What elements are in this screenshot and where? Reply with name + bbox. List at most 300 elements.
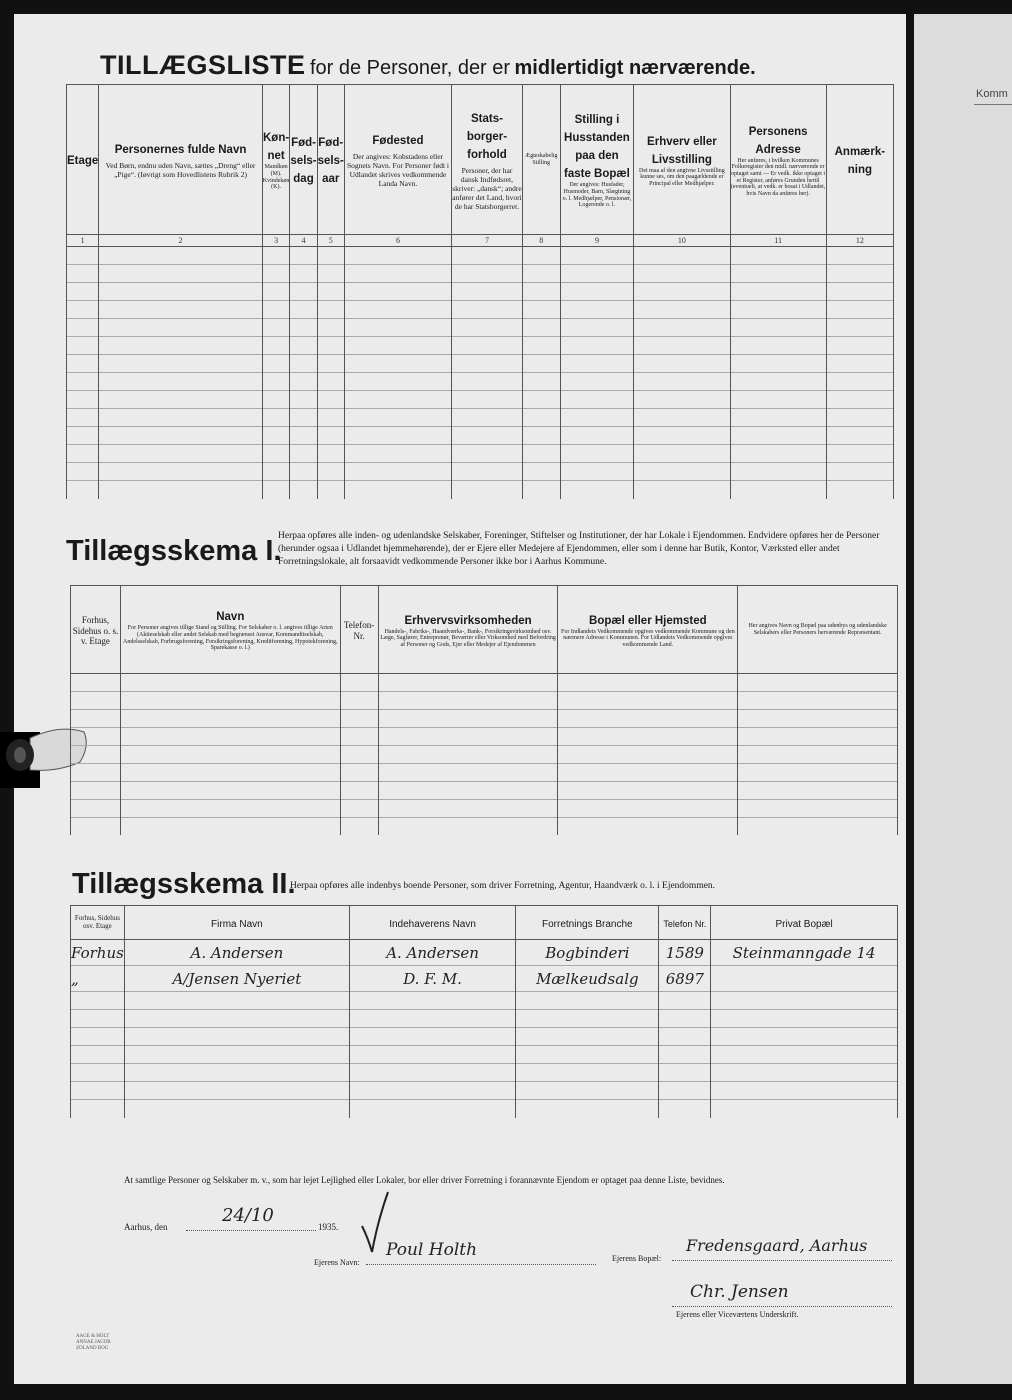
cell-bopael bbox=[711, 966, 898, 992]
table-cell bbox=[317, 445, 344, 463]
table-cell bbox=[560, 337, 634, 355]
table-cell bbox=[99, 463, 262, 481]
table-cell bbox=[67, 283, 99, 301]
table-cell bbox=[99, 337, 262, 355]
table-cell bbox=[452, 301, 523, 319]
table-cell bbox=[659, 1010, 711, 1028]
t1-empty-rows bbox=[67, 247, 894, 499]
table-cell bbox=[522, 445, 560, 463]
table-cell bbox=[340, 692, 378, 710]
table-cell bbox=[659, 1046, 711, 1064]
table-cell bbox=[344, 463, 451, 481]
main-title bbox=[100, 50, 756, 81]
table-cell bbox=[522, 409, 560, 427]
table-cell bbox=[738, 818, 898, 836]
table-cell bbox=[290, 337, 317, 355]
table-cell bbox=[262, 481, 290, 499]
table-cell bbox=[522, 247, 560, 265]
section-2-description: Herpaa opføres alle indenbys boende Personer, som driver Forretning, Agentur, Haandværk o. l. i Ejendommen. bbox=[290, 881, 716, 891]
table-cell bbox=[317, 319, 344, 337]
table-cell bbox=[452, 409, 523, 427]
table-cell bbox=[344, 481, 451, 499]
table-cell bbox=[290, 409, 317, 427]
table-cell bbox=[67, 481, 99, 499]
table-cell bbox=[560, 391, 634, 409]
t1-col-adresse: Personens Adresse Her anføres, i hvilken Kommunes Folkeregister den midl. nærværende er optaget samt — Er vedk. ikke optaget i et Register, anføres Grunden hertil (eventuelt, at vedk. er bosat i Udlandet, hvis Navn da anføres her). bbox=[730, 85, 826, 235]
table-cell bbox=[99, 355, 262, 373]
t1-col-stilling: Stilling i Husstanden paa den faste Bopæl Der angives: Husfader, Husmoder, Barn, Slægtning o. l. Medhjælper, Pensionær, Logerende o. l. bbox=[560, 85, 634, 235]
table-cell bbox=[124, 992, 349, 1010]
table-cell bbox=[711, 1028, 898, 1046]
table-cell bbox=[730, 337, 826, 355]
table-cell bbox=[262, 409, 290, 427]
cell-firma: A. Andersen bbox=[124, 940, 349, 966]
table-cell bbox=[349, 1046, 515, 1064]
table-cell bbox=[290, 265, 317, 283]
attestation-text: At samtlige Personer og Selskaber m. v., som har lejet Lejlighed eller Lokaler, bor eller driver Forretning i forannævnte Ejendom er optaget paa denne Liste, bevidnes. bbox=[124, 1175, 725, 1185]
table-cell bbox=[120, 818, 340, 836]
cell-etage: Forhus bbox=[71, 940, 125, 966]
signature-date: 24/10 bbox=[222, 1205, 274, 1226]
table-cell bbox=[344, 373, 451, 391]
table-row bbox=[67, 355, 894, 373]
table-row bbox=[71, 1100, 898, 1118]
table-row bbox=[67, 445, 894, 463]
table-cell bbox=[317, 463, 344, 481]
table-cell bbox=[730, 445, 826, 463]
table-cell bbox=[71, 1064, 125, 1082]
table-cell bbox=[344, 301, 451, 319]
table-cell bbox=[452, 265, 523, 283]
table-cell bbox=[262, 283, 290, 301]
table-cell bbox=[344, 427, 451, 445]
table-cell bbox=[730, 391, 826, 409]
t1-col-koen: Køn-net Mandkøn (M). Kvindekøn (K). bbox=[262, 85, 290, 235]
section-2-title: Tillægsskema II. bbox=[72, 868, 296, 900]
table-cell bbox=[317, 355, 344, 373]
table-cell bbox=[67, 355, 99, 373]
table-cell bbox=[558, 800, 738, 818]
table-cell bbox=[262, 337, 290, 355]
table-cell bbox=[340, 746, 378, 764]
table-cell bbox=[290, 301, 317, 319]
table-cell bbox=[730, 301, 826, 319]
table-cell bbox=[560, 427, 634, 445]
table-cell bbox=[659, 1064, 711, 1082]
table-cell bbox=[124, 1082, 349, 1100]
table-cell bbox=[99, 247, 262, 265]
table-cell bbox=[558, 710, 738, 728]
table-cell bbox=[730, 247, 826, 265]
table-cell bbox=[344, 247, 451, 265]
table-cell bbox=[67, 337, 99, 355]
table-cell bbox=[634, 481, 730, 499]
table-cell bbox=[340, 800, 378, 818]
table-cell bbox=[340, 674, 378, 692]
table-cell bbox=[344, 319, 451, 337]
t1-col-anmaerkning: Anmærk-ning bbox=[826, 85, 893, 235]
table-cell bbox=[560, 247, 634, 265]
table-cell bbox=[378, 746, 558, 764]
table-cell bbox=[452, 391, 523, 409]
table-cell bbox=[522, 301, 560, 319]
table-cell bbox=[71, 818, 121, 836]
table-cell bbox=[738, 800, 898, 818]
table-row bbox=[67, 427, 894, 445]
table-cell bbox=[120, 800, 340, 818]
cell-bopael: Steinmanngade 14 bbox=[711, 940, 898, 966]
table-cell bbox=[711, 1046, 898, 1064]
cell-etage: „ bbox=[71, 966, 125, 992]
table-cell bbox=[124, 1010, 349, 1028]
table-cell bbox=[290, 481, 317, 499]
table-cell bbox=[516, 1082, 659, 1100]
table-cell bbox=[349, 1064, 515, 1082]
table-cell bbox=[558, 674, 738, 692]
t2-col-bopael: Bopæl eller Hjemsted For Indlandets Vedkommende opgives vedkommende Kommune og den nærmere Adresse i Kommunen. For Udlandets Vedkommende opgives vedkommende Land. bbox=[558, 586, 738, 674]
table-cell bbox=[711, 1064, 898, 1082]
underskrift-value: Chr. Jensen bbox=[690, 1282, 789, 1302]
table-cell bbox=[344, 283, 451, 301]
table-cell bbox=[262, 373, 290, 391]
table-cell bbox=[522, 337, 560, 355]
table-cell bbox=[730, 283, 826, 301]
t2-col-navn: Navn For Personer angives tillige Stand og Stilling. For Selskaber o. l. angives tillige Arten (Aktieselskab eller andet Selskab med begrænset Ansvar, Kommanditselskab, Andelsselskab, Forbrugsforening, Forsikringsforening, Kreditforening, Hypotekforening, Sparekasse o. l.) bbox=[120, 586, 340, 674]
t2-col-erhverv: Erhvervsvirksomheden Handels-, Fabriks-, Haandværks-, Bank-, Forsikringsvirksomhed osv. Læge, Sagfører, Entreprenør, Beværter eller Virksomhed med Befordring af Personer og Gods, Ejer eller Medejer af Ejendommen bbox=[378, 586, 558, 674]
table-row bbox=[71, 692, 898, 710]
table-cell bbox=[711, 1082, 898, 1100]
table-cell bbox=[452, 463, 523, 481]
table-cell bbox=[516, 1100, 659, 1118]
table-cell bbox=[262, 391, 290, 409]
table-cell bbox=[634, 391, 730, 409]
table-cell bbox=[730, 373, 826, 391]
t1-col-foedselsaar: Fød-sels-aar bbox=[317, 85, 344, 235]
table-row bbox=[67, 319, 894, 337]
table-cell bbox=[124, 1046, 349, 1064]
table-cell bbox=[340, 764, 378, 782]
table-row bbox=[67, 481, 894, 499]
table-row bbox=[71, 1010, 898, 1028]
table-cell bbox=[452, 319, 523, 337]
t1-col-navn: Personernes fulde Navn Ved Børn, endnu uden Navn, sættes „Dreng“ eller „Pige“. (Iøvrigt som Hovedlistens Rubrik 2) bbox=[99, 85, 262, 235]
table-cell bbox=[262, 265, 290, 283]
table-cell bbox=[522, 319, 560, 337]
table-cell bbox=[124, 1064, 349, 1082]
table-cell bbox=[120, 782, 340, 800]
table-cell bbox=[99, 427, 262, 445]
table-cell bbox=[826, 283, 893, 301]
table-cell bbox=[826, 481, 893, 499]
table-cell bbox=[71, 710, 121, 728]
table-cell bbox=[99, 373, 262, 391]
table-cell bbox=[344, 445, 451, 463]
t2-col-etage: Forhus, Sidehus o. s. v. Etage bbox=[71, 586, 121, 674]
table-cell bbox=[634, 463, 730, 481]
table-cell bbox=[452, 427, 523, 445]
cell-firma: A/Jensen Nyeriet bbox=[124, 966, 349, 992]
table-row bbox=[71, 674, 898, 692]
table-cell bbox=[516, 1064, 659, 1082]
table-cell bbox=[659, 1100, 711, 1118]
table-cell bbox=[317, 391, 344, 409]
table-cell bbox=[290, 283, 317, 301]
t2-header-row bbox=[71, 586, 898, 674]
table-cell bbox=[67, 409, 99, 427]
table-cell bbox=[340, 782, 378, 800]
t3-empty-rows bbox=[71, 992, 898, 1118]
tillaegsskema-2-table bbox=[70, 905, 898, 1118]
table-cell bbox=[452, 373, 523, 391]
table-cell bbox=[262, 445, 290, 463]
table-cell bbox=[120, 674, 340, 692]
table-cell bbox=[71, 992, 125, 1010]
table-cell bbox=[290, 463, 317, 481]
table-row bbox=[67, 301, 894, 319]
table-cell bbox=[452, 445, 523, 463]
table-cell bbox=[317, 247, 344, 265]
table-cell bbox=[340, 818, 378, 836]
table-row bbox=[67, 247, 894, 265]
table-cell bbox=[67, 301, 99, 319]
table-cell bbox=[317, 337, 344, 355]
table-cell bbox=[560, 463, 634, 481]
table-cell bbox=[262, 427, 290, 445]
table-cell bbox=[558, 746, 738, 764]
table-cell bbox=[738, 764, 898, 782]
table-cell bbox=[738, 746, 898, 764]
table-cell bbox=[522, 463, 560, 481]
table-cell bbox=[349, 1100, 515, 1118]
table-cell bbox=[344, 409, 451, 427]
table-cell bbox=[730, 265, 826, 283]
table-cell bbox=[826, 319, 893, 337]
table-cell bbox=[634, 247, 730, 265]
table-row bbox=[71, 966, 898, 992]
table-cell bbox=[262, 247, 290, 265]
t2-empty-rows bbox=[71, 674, 898, 836]
t1-col-foedested: Fødested Der angives: Kobstadens eller Sognets Navn. For Personer født i Udlandet skrives vedkommende Landa Navn. bbox=[344, 85, 451, 235]
table-cell bbox=[558, 782, 738, 800]
table-cell bbox=[634, 319, 730, 337]
table-cell bbox=[730, 481, 826, 499]
table-cell bbox=[349, 1010, 515, 1028]
cell-indehaver: A. Andersen bbox=[349, 940, 515, 966]
table-cell bbox=[317, 481, 344, 499]
table-cell bbox=[634, 265, 730, 283]
table-cell bbox=[452, 337, 523, 355]
table-row bbox=[67, 373, 894, 391]
table-cell bbox=[67, 373, 99, 391]
t3-col-telefon: Telefon Nr. bbox=[659, 906, 711, 940]
t1-col-etage: Etage bbox=[67, 85, 99, 235]
t2-col-repraesentant: Her angives Navn og Bopæl paa udenbys og udenlandske Selskabers eller Personers herværende Repræsentant. bbox=[738, 586, 898, 674]
table-cell bbox=[290, 355, 317, 373]
table-cell bbox=[378, 674, 558, 692]
table-cell bbox=[558, 728, 738, 746]
table-cell bbox=[516, 1028, 659, 1046]
table-row bbox=[71, 728, 898, 746]
section-1-title: Tillægsskema I. bbox=[66, 535, 282, 567]
table-row bbox=[71, 1082, 898, 1100]
table-cell bbox=[711, 1010, 898, 1028]
table-cell bbox=[516, 1046, 659, 1064]
t1-col-erhverv: Erhverv eller Livsstilling Det maa af den angivne Livsstilling kunne ses, om den paagældende er Principal eller Medhjælper. bbox=[634, 85, 730, 235]
table-cell bbox=[71, 764, 121, 782]
table-row bbox=[67, 283, 894, 301]
table-cell bbox=[560, 409, 634, 427]
table-cell bbox=[120, 692, 340, 710]
table-cell bbox=[378, 800, 558, 818]
table-cell bbox=[560, 319, 634, 337]
table-cell bbox=[317, 427, 344, 445]
table-cell bbox=[290, 427, 317, 445]
table-cell bbox=[262, 319, 290, 337]
table-cell bbox=[826, 355, 893, 373]
table-cell bbox=[340, 710, 378, 728]
table-cell bbox=[71, 1046, 125, 1064]
table-cell bbox=[738, 692, 898, 710]
table-row bbox=[71, 1028, 898, 1046]
table-row bbox=[71, 710, 898, 728]
table-row bbox=[71, 746, 898, 764]
table-cell bbox=[124, 1100, 349, 1118]
table-cell bbox=[826, 301, 893, 319]
table-cell bbox=[826, 265, 893, 283]
table-cell bbox=[71, 1010, 125, 1028]
table-cell bbox=[634, 355, 730, 373]
table-cell bbox=[516, 992, 659, 1010]
table-cell bbox=[317, 301, 344, 319]
table-cell bbox=[71, 782, 121, 800]
table-cell bbox=[378, 710, 558, 728]
table-cell bbox=[560, 265, 634, 283]
table-cell bbox=[99, 319, 262, 337]
t3-col-branche: Forretnings Branche bbox=[516, 906, 659, 940]
table-cell bbox=[659, 992, 711, 1010]
table-cell bbox=[120, 764, 340, 782]
t1-col-statsborger: Stats-borger-forhold Personer, der har dansk Indfødsret, skriver: „dansk“; andre anfører det Land, hvori de har Statsborgerret. bbox=[452, 85, 523, 235]
table-cell bbox=[71, 1028, 125, 1046]
owner-name-value: Poul Holth bbox=[386, 1240, 478, 1260]
tillaegsskema-1-table bbox=[70, 585, 898, 835]
cell-indehaver: D. F. M. bbox=[349, 966, 515, 992]
table-cell bbox=[317, 409, 344, 427]
table-cell bbox=[730, 463, 826, 481]
table-cell bbox=[378, 692, 558, 710]
table-cell bbox=[522, 427, 560, 445]
owner-address-value: Fredensgaard, Aarhus bbox=[686, 1236, 868, 1255]
table-cell bbox=[730, 319, 826, 337]
table-row bbox=[67, 463, 894, 481]
table-cell bbox=[317, 283, 344, 301]
signature-year: 1935. bbox=[318, 1222, 339, 1232]
table-cell bbox=[634, 409, 730, 427]
table-cell bbox=[452, 247, 523, 265]
table-cell bbox=[730, 427, 826, 445]
t1-col-aegteskab: Ægteskabelig Stilling bbox=[522, 85, 560, 235]
table-cell bbox=[120, 746, 340, 764]
table-cell bbox=[634, 373, 730, 391]
title-mid: for de Personer, der er bbox=[309, 57, 511, 79]
table-cell bbox=[67, 391, 99, 409]
table-cell bbox=[738, 728, 898, 746]
table-cell bbox=[99, 445, 262, 463]
table-cell bbox=[349, 992, 515, 1010]
table-cell bbox=[522, 265, 560, 283]
table-cell bbox=[826, 337, 893, 355]
table-cell bbox=[99, 391, 262, 409]
table-cell bbox=[71, 1100, 125, 1118]
table-cell bbox=[634, 301, 730, 319]
table-cell bbox=[452, 481, 523, 499]
cell-branche: Bogbinderi bbox=[516, 940, 659, 966]
table-cell bbox=[558, 818, 738, 836]
t3-col-etage: Forhus, Sidehus osv. Etage bbox=[71, 906, 125, 940]
table-cell bbox=[522, 481, 560, 499]
table-cell bbox=[560, 301, 634, 319]
table-cell bbox=[826, 247, 893, 265]
printer-imprint: AAGE & HOLT ANNAE JACOB ZOLAND BOG bbox=[76, 1334, 111, 1351]
table-cell bbox=[378, 782, 558, 800]
table-cell bbox=[349, 1082, 515, 1100]
t3-col-indehaver: Indehaverens Navn bbox=[349, 906, 515, 940]
title-big: TILLÆGSLISTE bbox=[100, 50, 306, 80]
table-cell bbox=[730, 355, 826, 373]
table-cell bbox=[67, 319, 99, 337]
table-cell bbox=[99, 409, 262, 427]
adjacent-page bbox=[914, 14, 1012, 1384]
t3-header-row bbox=[71, 906, 898, 940]
cell-branche: Mælkeudsalg bbox=[516, 966, 659, 992]
t1-number-row: 1 2 3 4 5 6 7 8 9 10 11 12 bbox=[67, 235, 894, 247]
table-row bbox=[71, 782, 898, 800]
table-cell bbox=[99, 283, 262, 301]
table-row bbox=[71, 992, 898, 1010]
table-cell bbox=[378, 818, 558, 836]
table-cell bbox=[290, 373, 317, 391]
table-cell bbox=[340, 728, 378, 746]
t3-col-firma: Firma Navn bbox=[124, 906, 349, 940]
table-cell bbox=[378, 728, 558, 746]
table-cell bbox=[711, 992, 898, 1010]
table-cell bbox=[67, 265, 99, 283]
table-row bbox=[71, 1046, 898, 1064]
table-cell bbox=[71, 1082, 125, 1100]
table-cell bbox=[262, 355, 290, 373]
table-cell bbox=[71, 692, 121, 710]
adjacent-page-text: Komm bbox=[976, 88, 1008, 100]
section-1-description: Herpaa opføres alle inden- og udenlandske Selskaber, Foreninger, Stiftelser og Institutioner, der har Lokale i Ejendommen. Endvidere opføres her de Personer (herunder ogsaa i Udlandet hjemmehørende), der er Ejere eller Medejere af Ejendommen, eller som i denne har Butik, Kontor, Værksted eller andet Forretningslokale, alt forsaavidt vedkommende Personer ikke bor i Aarhus Kommune. bbox=[278, 531, 880, 567]
table-cell bbox=[826, 445, 893, 463]
cell-telefon: 6897 bbox=[659, 966, 711, 992]
table-cell bbox=[522, 391, 560, 409]
table-cell bbox=[826, 409, 893, 427]
table-row bbox=[67, 265, 894, 283]
table-cell bbox=[120, 710, 340, 728]
table-cell bbox=[634, 427, 730, 445]
table-cell bbox=[826, 463, 893, 481]
table-cell bbox=[67, 247, 99, 265]
table-cell bbox=[558, 692, 738, 710]
t1-col-foedselsdag: Fød-sels-dag bbox=[290, 85, 317, 235]
table-cell bbox=[558, 764, 738, 782]
table-row bbox=[71, 818, 898, 836]
table-cell bbox=[124, 1028, 349, 1046]
table-cell bbox=[634, 445, 730, 463]
table-cell bbox=[349, 1028, 515, 1046]
table-cell bbox=[378, 764, 558, 782]
